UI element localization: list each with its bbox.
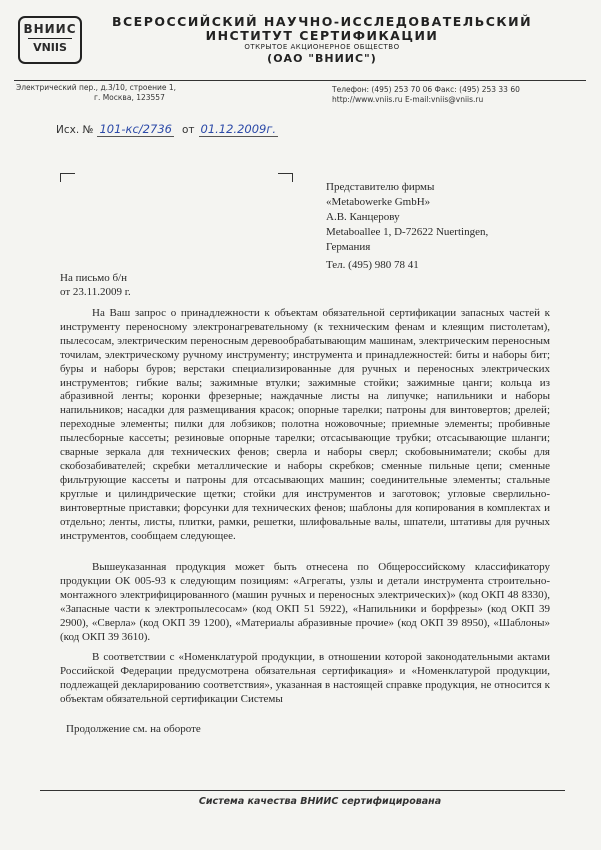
reference-block xyxy=(60,271,131,299)
address-line1: Электрический пер., д.3/10, строение 1, xyxy=(16,83,177,92)
recipient-block xyxy=(326,180,488,273)
recipient-line: «Metabowerke GmbH» xyxy=(326,196,431,208)
body-paragraph-2: Вышеуказанная продукция может быть отнесена по Общероссийскому классификатору продукции ОК 005-93 к следующим позициям: «Агрегаты, узлы и детали инструмента строительно-монтажного электрифицированного (машин ручных и переносных электрических)» (код ОКП 48 8330), «Запасные части к электропылесосам» (код ОКП 51 5922), «Напильники и борфрезы» (код ОКП 39 2900), «Сверла» (код ОКП 39 1200), «Материалы абразивные прочие» (код ОКП 39 8950), «Шаблоны» (код ОКП 39 3610). xyxy=(60,561,550,643)
header-rule xyxy=(14,80,586,81)
institute-name-line2: ИНСТИТУТ СЕРТИФИКАЦИИ xyxy=(205,28,439,43)
logo-text-en: VNIIS xyxy=(28,38,72,54)
vniis-logo xyxy=(18,16,82,64)
contact-web: http://www.vniis.ru E-mail:vniis@vniis.ru xyxy=(332,95,484,104)
continuation-note: Продолжение см. на обороте xyxy=(66,723,201,735)
body-paragraph-3: В соответствии с «Номенклатурой продукции, в отношении которой законодательными актами Российской Федерации предусмотрена обязательная сертификация» и «Номенклатурой продукции, подлежащей декларированию соответствия», указанная в настоящей справке продукция, не относится к объектам обязательной сертификации Системы xyxy=(60,651,550,705)
address-corner-right xyxy=(278,173,293,182)
outgoing-number-row xyxy=(56,120,278,138)
body-paragraph-1: На Ваш запрос о принадлежности к объектам обязательной сертификации запасных частей к инструменту переносному электронагревательному (к техническим фенам и клеящим пистолетам), пылесосам, электрическим переносным деревообрабатывающим машинам, электрическим переносным точилам, электрическому ручному инструменту; инструмента и принадлежностей: биты и наборы бит; буры и наборы буров; верстаки специализированные для ручных и переносных электрических инструментов; гибкие валы; зажимные втулки; зажимные стойки; зажимные цанги; кольца из абразивной ленты; коронки фрезерные; наждачные листы на липучке; напильники и наборы напильников; насадки для размещивания красок; опорные тарелки; патроны для винтовертов; дрелей; переходные элементы; пилки для лобзиков; полотна ножовочные; приемные элементы; пробивные пылесборные кассеты; резиновые опорные тарелки; отсасывающие трубки; отсасывающие шланги; сварные зеркала для технических фенов; сверла и наборы сверл; скобовыниматели; скобы для скобозабивателей; скребки металлические и наборы скребков; сменные пильные цепи; сменные фильтрующие кассеты и патроны для отсасывающих машин; соединительные элементы; стальные круглые и цилиндрические щетки; стойки для инструментов и заготовок; угловые сверлильно-винтовертные приставки; форсунки для технических фенов; шаблоны для копирования в комплектах и отдельно; ленты, листы, плитки, рамки, решетки, шлифовальные валы, шпатели, штативы для ручных инструментов, сообщаем следующее. xyxy=(60,307,550,542)
outgoing-number-label: Исх. № xyxy=(56,124,94,136)
footer-quality-note: Система качества ВНИИС сертифицирована xyxy=(198,796,442,807)
recipient-line: Представителю фирмы xyxy=(326,181,435,193)
logo-text-ru: ВНИИС xyxy=(23,22,77,36)
reference-line1: На письмо б/н xyxy=(60,272,127,284)
company-short-name: (ОАО "ВНИИС") xyxy=(267,52,377,65)
outgoing-number: 101-кс/2736 xyxy=(99,122,172,136)
reference-line2: от 23.11.2009 г. xyxy=(60,286,131,298)
institute-name-line1: ВСЕРОССИЙСКИЙ НАУЧНО-ИССЛЕДОВАТЕЛЬСКИЙ xyxy=(111,14,533,29)
recipient-line: Metaboallee 1, D-72622 Nuertingen, xyxy=(326,226,489,238)
recipient-line: А.В. Канцерову xyxy=(326,211,400,223)
contact-phone: Телефон: (495) 253 70 06 Факс: (495) 253 33 60 xyxy=(332,85,520,94)
outgoing-date-label: от xyxy=(181,124,195,136)
recipient-line: Тел. (495) 980 78 41 xyxy=(326,259,419,271)
address-corner-left xyxy=(60,173,75,182)
outgoing-date: 01.12.2009г. xyxy=(200,122,277,136)
company-type: ОТКРЫТОЕ АКЦИОНЕРНОЕ ОБЩЕСТВО xyxy=(244,43,400,51)
recipient-line: Германия xyxy=(326,241,371,253)
footer-rule xyxy=(40,790,565,791)
address-line2: г. Москва, 123557 xyxy=(94,93,165,102)
